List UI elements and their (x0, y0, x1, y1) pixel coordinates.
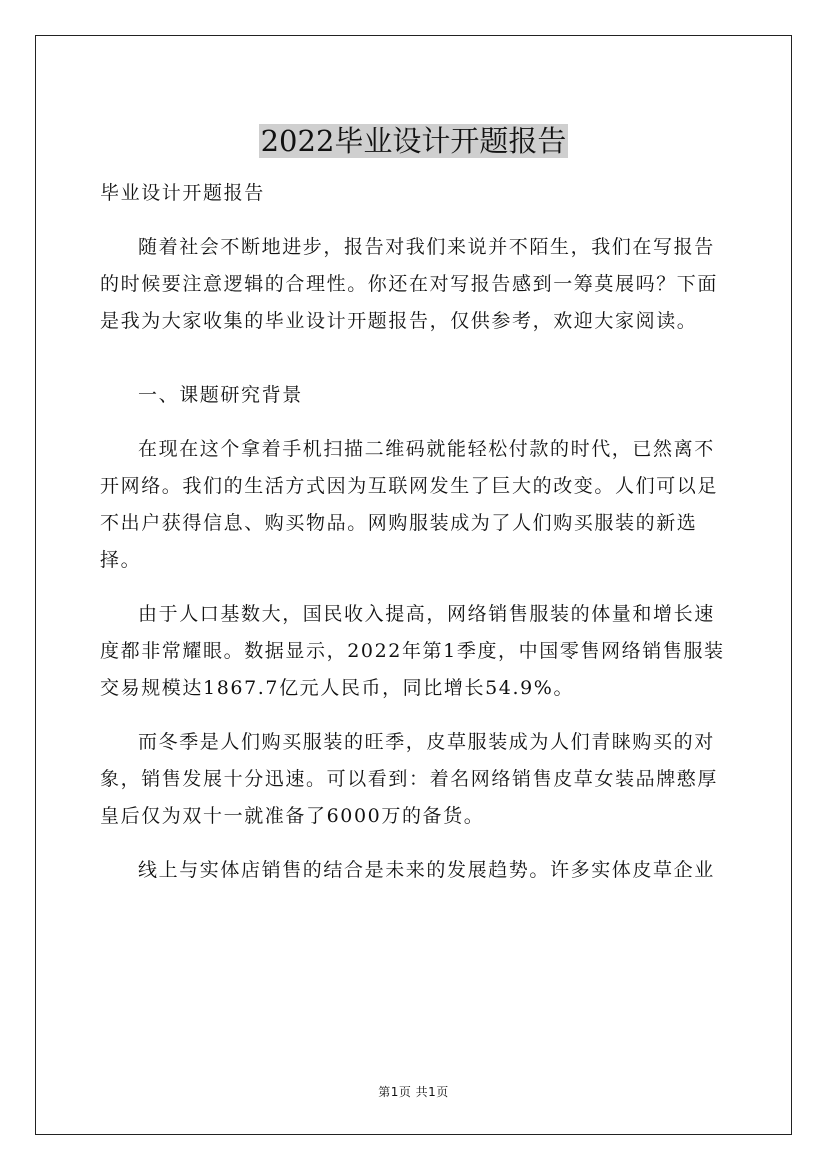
section-heading-background: 一、课题研究背景 (138, 384, 303, 406)
document-title-text: 2022毕业设计开题报告 (260, 124, 567, 159)
body-paragraph: 而冬季是人们购买服装的旺季，皮草服装成为人们青睐购买的对象，销售发展十分迅速。可以看到：着名网络销售皮草女装品牌憨厚皇后仅为双十一就准备了6000万的备货。 (100, 731, 719, 827)
document-title (0, 119, 827, 163)
body-paragraph: 在现在这个拿着手机扫描二维码就能轻松付款的时代，已然离不开网络。我们的生活方式因为互联网发生了巨大的改变。人们可以足不出户获得信息、购买物品。网购服装成为了人们购买服装的新选择。 (100, 438, 719, 571)
body-paragraph: 线上与实体店销售的结合是未来的发展趋势。许多实体皮草企业 (138, 859, 715, 881)
page-footer: 第1页 共1页 (378, 1085, 449, 1099)
intro-paragraph: 随着社会不断地进步，报告对我们来说并不陌生，我们在写报告的时候要注意逻辑的合理性。你还在对写报告感到一筹莫展吗？下面是我为大家收集的毕业设计开题报告，仅供参考，欢迎大家阅读。 (100, 236, 719, 332)
document-body (100, 175, 728, 906)
document-subtitle: 毕业设计开题报告 (100, 182, 265, 204)
body-paragraph: 由于人口基数大，国民收入提高，网络销售服装的体量和增长速度都非常耀眼。数据显示，2022年第1季度，中国零售网络销售服装交易规模达1867.7亿元人民币，同比增长54.9%。 (100, 603, 725, 699)
